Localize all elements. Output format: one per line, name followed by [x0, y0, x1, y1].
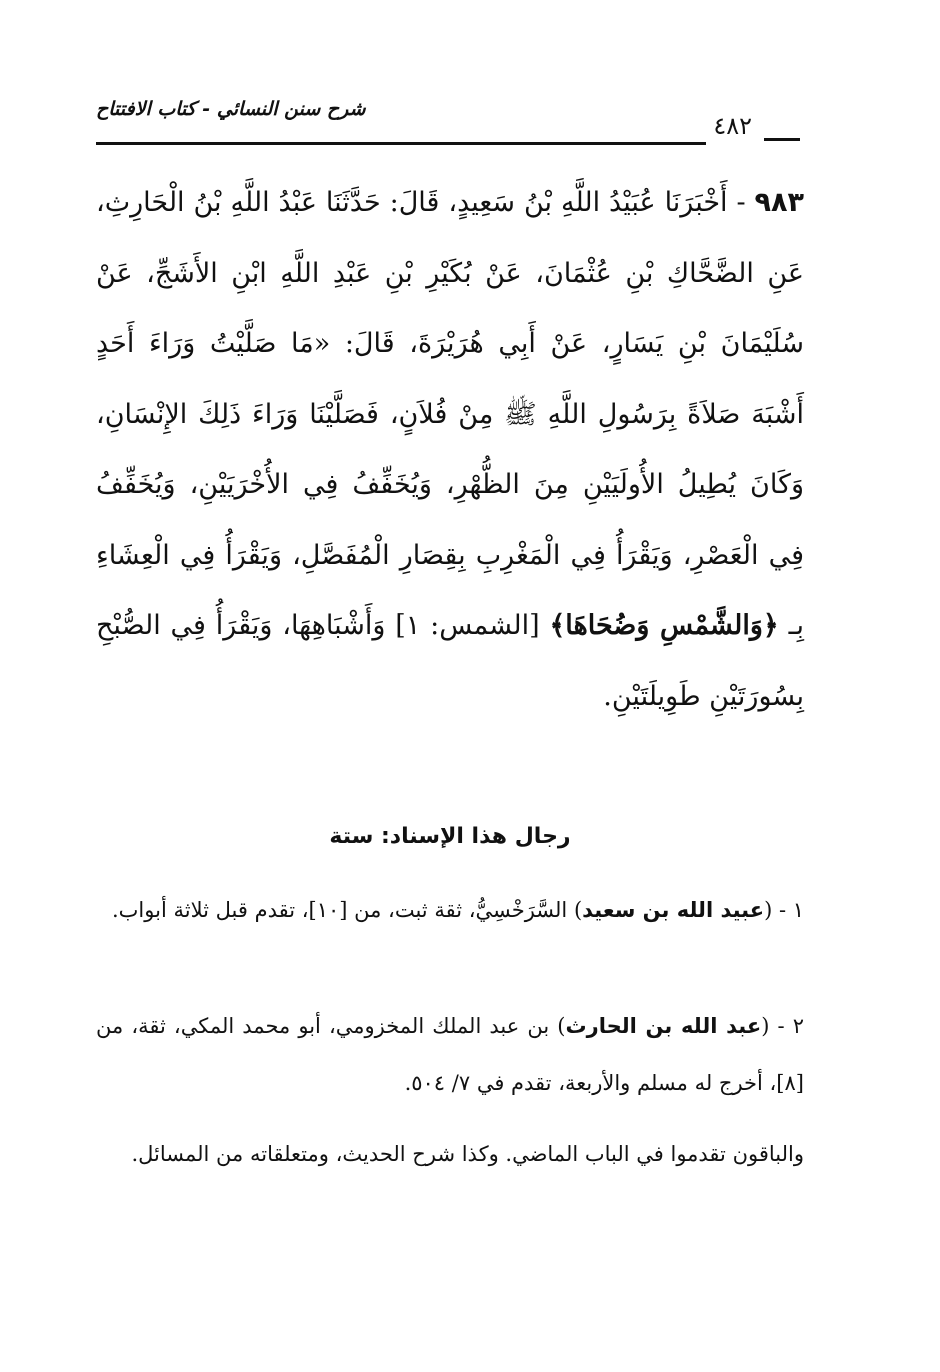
quran-reference: [الشمس: ١]: [395, 610, 540, 641]
page-header: [96, 96, 800, 150]
narrator-details: ) السَّرَخْسِيُّ، ثقة ثبت، من [١٠]، تقدم قبل ثلاثة أبواب.: [111, 898, 583, 922]
narrator-prefix: ١ - (: [764, 898, 804, 922]
narrator-entry-2: [96, 998, 804, 1112]
narrator-name: عبد الله بن الحارث: [565, 1014, 762, 1038]
running-title: شرح سنن النسائي - كتاب الافتتاح: [96, 98, 366, 120]
header-rule: [96, 142, 706, 145]
hadith-ending: وَأَشْبَاهِهَا، وَيَقْرَأُ فِي الصُّبْحِ بِسُورَتَيْنِ طَوِيلَتَيْنِ.: [96, 610, 804, 712]
hadith-body: - أَخْبَرَنَا عُبَيْدُ اللَّهِ بْنُ سَعِيدٍ، قَالَ: حَدَّثَنَا عَبْدُ اللَّهِ بْنُ الْحَارِثِ، عَنِ الضَّحَّاكِ بْنِ عُثْمَانَ، عَنْ بُكَيْرِ بْنِ عَبْدِ اللَّهِ ابْنِ الأَشَجِّ، عَنْ سُلَيْمَانَ بْنِ يَسَارٍ، عَنْ أَبِي هُرَيْرَةَ، قَالَ: «مَا صَلَّيْتُ وَرَاءَ أَحَدٍ أَشْبَهَ صَلاَةً بِرَسُولِ اللَّهِ ﷺ مِنْ فُلاَنٍ، فَصَلَّيْنَا وَرَاءَ ذَلِكَ الإِنْسَانِ، وَكَانَ يُطِيلُ الأُولَيَيْنِ مِنَ الظُّهْرِ، وَيُخَفِّفُ فِي الأُخْرَيَيْنِ، وَيُخَفِّفُ فِي الْعَصْرِ، وَيَقْرَأُ فِي الْمَغْرِبِ بِقِصَارِ الْمُفَصَّلِ، وَيَقْرَأُ فِي الْعِشَاءِ بِـ: [96, 187, 805, 641]
closing-note: والباقون تقدموا في الباب الماضي. وكذا شرح الحديث، ومتعلقاته من المسائل.: [131, 1142, 804, 1166]
narrator-name: عبيد الله بن سعيد: [582, 898, 765, 922]
hadith-text: [96, 168, 804, 732]
section-heading: رجال هذا الإسناد: ستة: [329, 824, 571, 849]
narrator-prefix: ٢ - (: [761, 1014, 805, 1038]
quran-quote: ﴿وَالشَّمْسِ وَضُحَاهَا﴾: [549, 610, 779, 641]
narrator-entry-1: [96, 882, 804, 939]
page-number: ٤٨٢: [713, 112, 752, 140]
hadith-number: ٩٨٣: [754, 187, 804, 218]
narrator-details: ) بن عبد الملك المخزومي، أبو محمد المكي، ثقة، من [٨]، أخرج له مسلم والأربعة، تقدم في ٧/ ٥٠٤.: [96, 1014, 804, 1095]
page-number-dash: [764, 138, 800, 141]
